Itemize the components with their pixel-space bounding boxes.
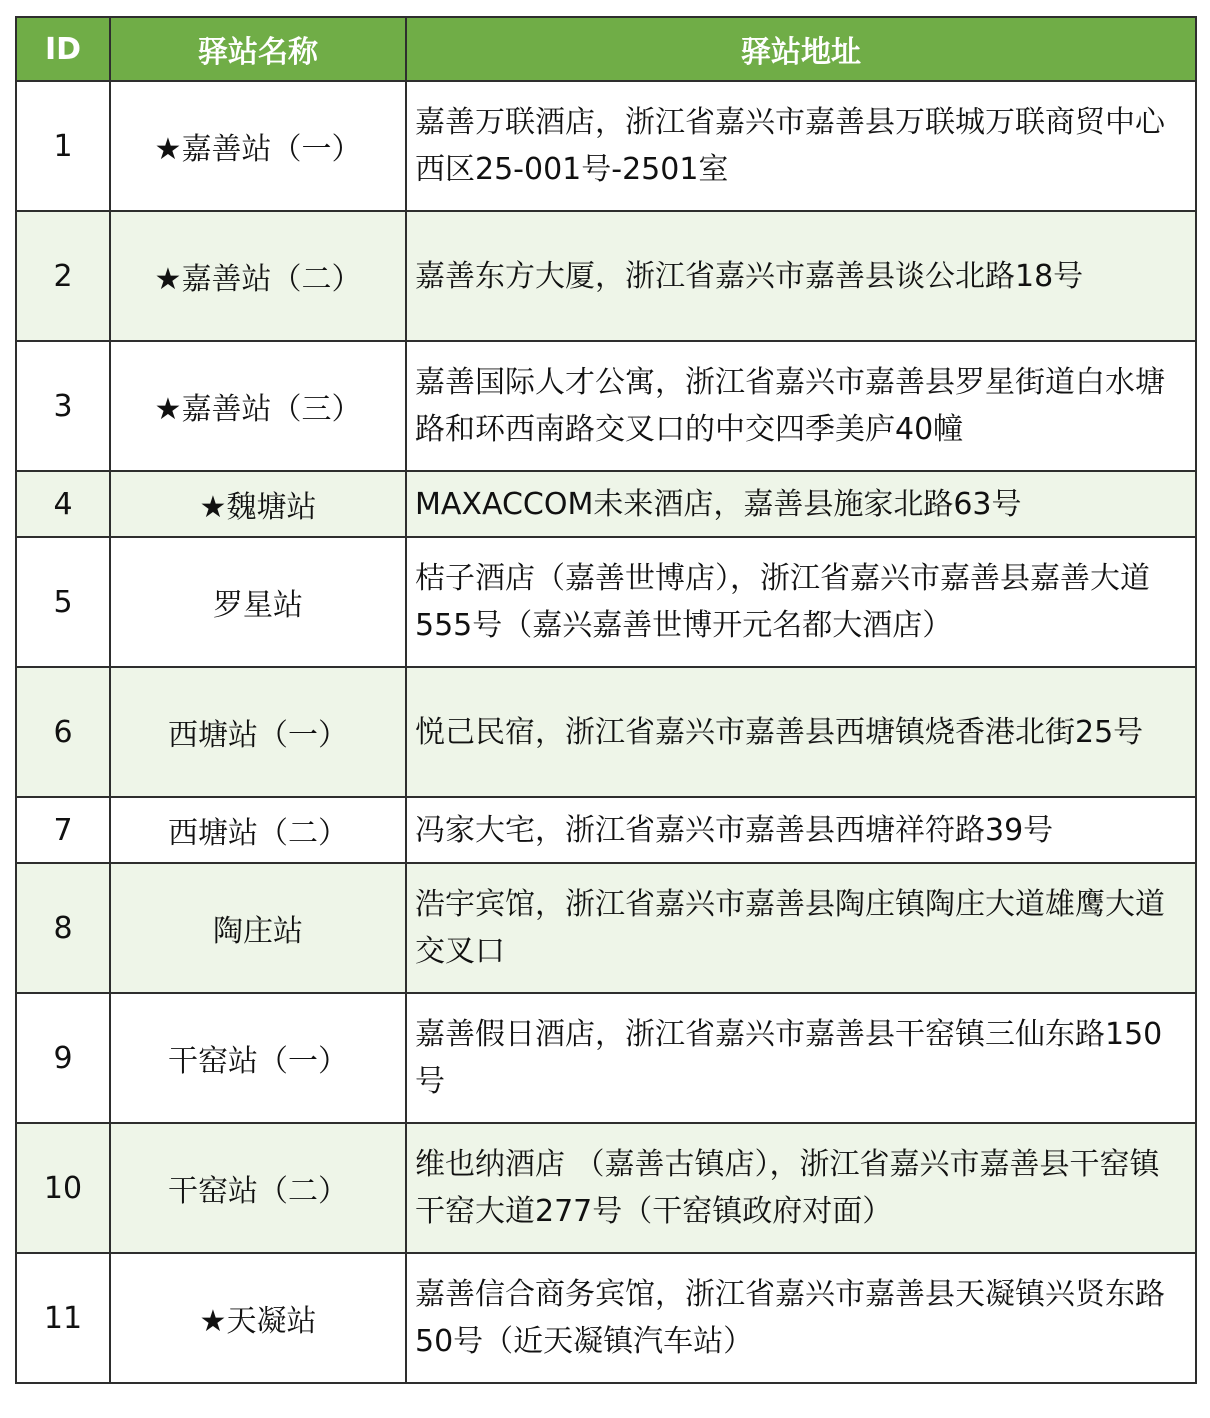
table-row	[16, 471, 1196, 537]
table-row	[16, 537, 1196, 667]
table-row	[16, 81, 1196, 211]
table-row	[16, 863, 1196, 993]
row-id: 1	[16, 81, 110, 211]
header-station-name: 驿站名称	[110, 17, 406, 81]
row-id: 4	[16, 471, 110, 537]
row-station-name: ★嘉善站（二）	[110, 211, 406, 341]
row-station-name: ★天凝站	[110, 1253, 406, 1383]
row-id: 11	[16, 1253, 110, 1383]
table-row	[16, 667, 1196, 797]
row-station-name: 西塘站（一）	[110, 667, 406, 797]
row-station-address: 嘉善假日酒店，浙江省嘉兴市嘉善县干窑镇三仙东路150号	[406, 993, 1196, 1123]
row-id: 3	[16, 341, 110, 471]
row-station-name: 罗星站	[110, 537, 406, 667]
row-id: 6	[16, 667, 110, 797]
row-station-address: 冯家大宅，浙江省嘉兴市嘉善县西塘祥符路39号	[406, 797, 1196, 863]
row-station-address: 浩宇宾馆，浙江省嘉兴市嘉善县陶庄镇陶庄大道雄鹰大道交叉口	[406, 863, 1196, 993]
row-station-address: 维也纳酒店 （嘉善古镇店），浙江省嘉兴市嘉善县干窑镇干窑大道277号（干窑镇政府对面）	[406, 1123, 1196, 1253]
row-station-name: 干窑站（二）	[110, 1123, 406, 1253]
row-id: 9	[16, 993, 110, 1123]
row-station-address: 桔子酒店（嘉善世博店），浙江省嘉兴市嘉善县嘉善大道555号（嘉兴嘉善世博开元名都大酒店）	[406, 537, 1196, 667]
header-id: ID	[16, 17, 110, 81]
row-id: 7	[16, 797, 110, 863]
row-id: 5	[16, 537, 110, 667]
row-station-address: MAXACCOM未来酒店，嘉善县施家北路63号	[406, 471, 1196, 537]
row-station-name: ★魏塘站	[110, 471, 406, 537]
row-station-name: 西塘站（二）	[110, 797, 406, 863]
row-id: 8	[16, 863, 110, 993]
table-row	[16, 1123, 1196, 1253]
row-station-name: 陶庄站	[110, 863, 406, 993]
row-station-address: 嘉善东方大厦，浙江省嘉兴市嘉善县谈公北路18号	[406, 211, 1196, 341]
row-station-name: ★嘉善站（三）	[110, 341, 406, 471]
table-row	[16, 1253, 1196, 1383]
table-row	[16, 797, 1196, 863]
table-row	[16, 211, 1196, 341]
row-station-address: 悦己民宿，浙江省嘉兴市嘉善县西塘镇烧香港北街25号	[406, 667, 1196, 797]
row-station-address: 嘉善国际人才公寓，浙江省嘉兴市嘉善县罗星街道白水塘路和环西南路交叉口的中交四季美庐40幢	[406, 341, 1196, 471]
row-id: 2	[16, 211, 110, 341]
station-table	[15, 16, 1197, 1384]
table-header-row	[16, 17, 1196, 81]
row-id: 10	[16, 1123, 110, 1253]
row-station-name: 干窑站（一）	[110, 993, 406, 1123]
table-row	[16, 993, 1196, 1123]
header-station-address: 驿站地址	[406, 17, 1196, 81]
row-station-address: 嘉善万联酒店，浙江省嘉兴市嘉善县万联城万联商贸中心西区25-001号-2501室	[406, 81, 1196, 211]
row-station-address: 嘉善信合商务宾馆，浙江省嘉兴市嘉善县天凝镇兴贤东路50号（近天凝镇汽车站）	[406, 1253, 1196, 1383]
table-row	[16, 341, 1196, 471]
row-station-name: ★嘉善站（一）	[110, 81, 406, 211]
